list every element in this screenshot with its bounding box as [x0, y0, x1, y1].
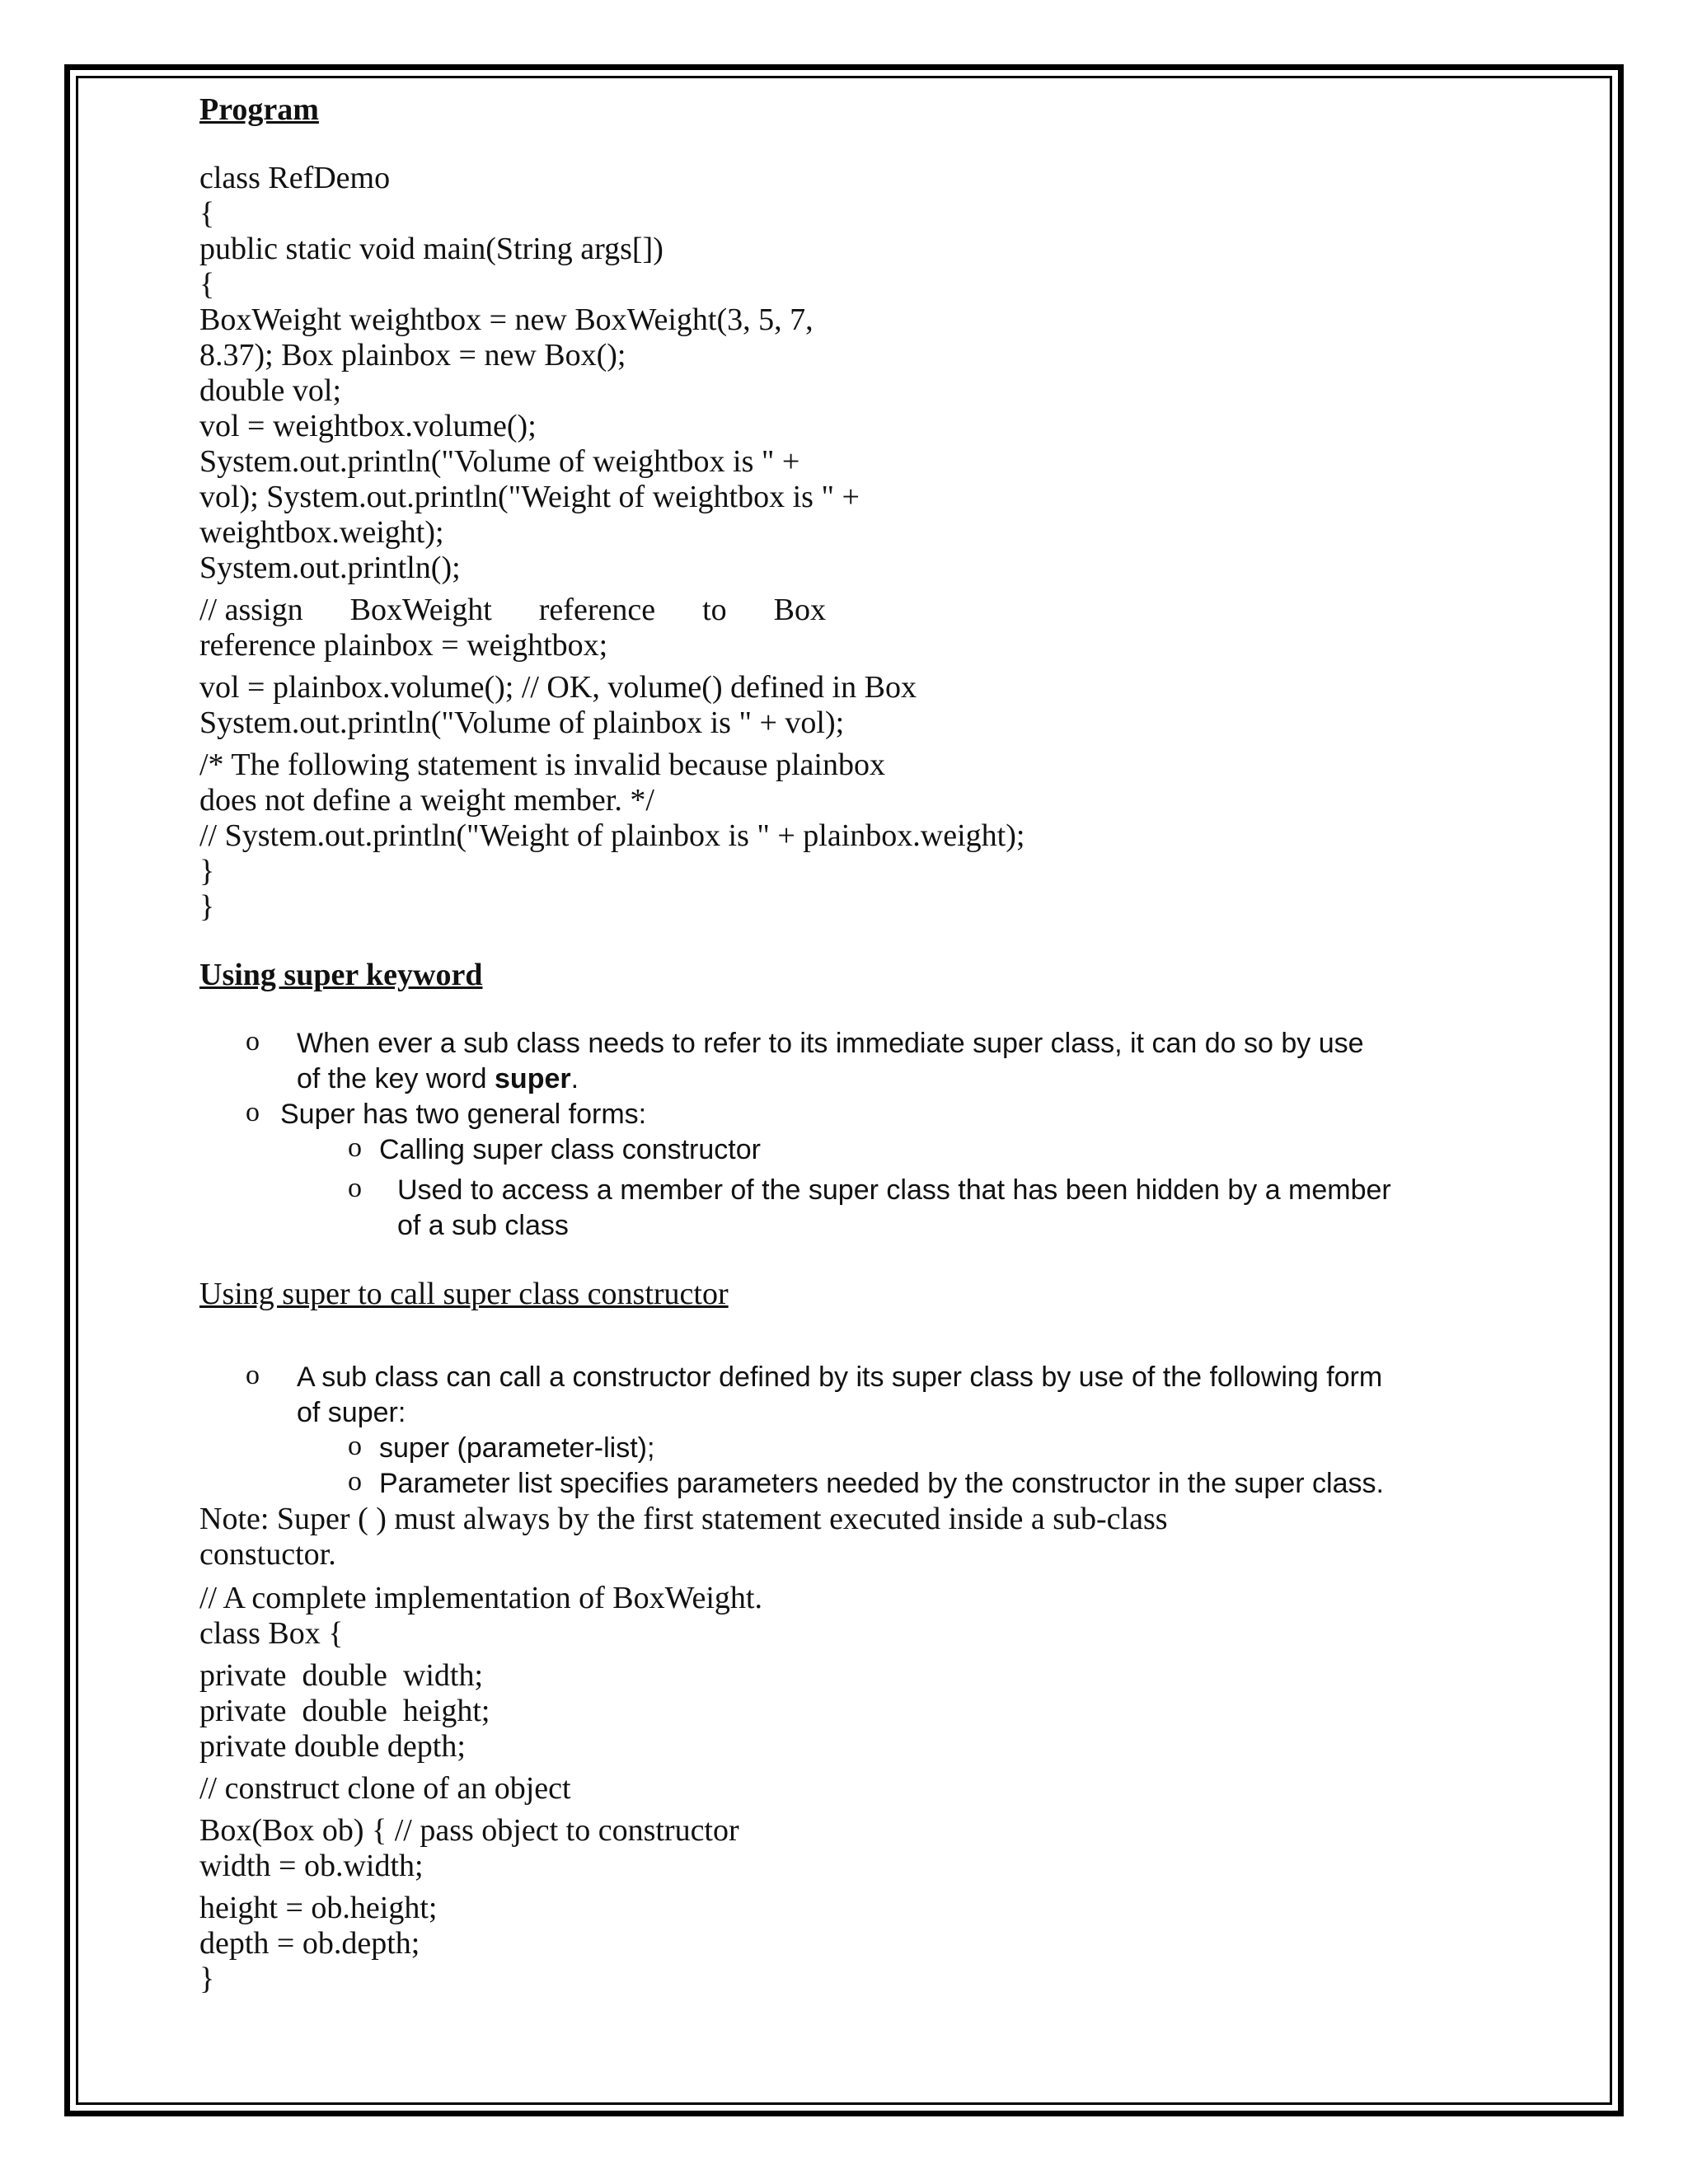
bullet-icon: o [348, 1431, 362, 1461]
code-line: height = ob.height; [199, 1891, 438, 1925]
assign-word: reference [538, 593, 656, 627]
code-line: 8.37); Box plainbox = new Box(); [199, 338, 626, 373]
program-heading: Program [199, 92, 319, 127]
bullet-text: Calling super class constructor [379, 1134, 761, 1165]
bullet-text: Used to access a member of the super class that has been hidden by a member [397, 1174, 1391, 1206]
code-line: } [199, 889, 215, 924]
code-line: double vol; [199, 373, 342, 408]
assign-word: BoxWeight [349, 593, 492, 627]
bullet-icon: o [348, 1466, 362, 1497]
bullet-icon: o [246, 1026, 260, 1057]
bullet-icon: o [246, 1097, 260, 1127]
code-line: does not define a weight member. */ [199, 783, 654, 818]
code-line: /* The following statement is invalid because plainbox [199, 748, 885, 782]
code-line: public static void main(String args[]) [199, 232, 663, 266]
list-item [199, 1132, 1518, 1168]
code-line: vol = weightbox.volume(); [199, 409, 537, 443]
code-line: } [199, 1961, 215, 1996]
list-item [199, 1360, 1518, 1431]
constructor-heading: Using super to call super class constructor [199, 1277, 729, 1311]
code-line: // A complete implementation of BoxWeight. [199, 1581, 762, 1615]
bullet-text-fragment: . [570, 1063, 579, 1094]
code-line: private double depth; [199, 1729, 466, 1764]
assign-word: // assign [199, 593, 303, 627]
list-item [199, 1431, 1518, 1466]
code-line: System.out.println("Volume of plainbox is " + vol); [199, 705, 845, 740]
bullet-text: Super has two general forms: [280, 1099, 647, 1130]
bullet-text-line2: of super: [297, 1397, 406, 1428]
bullet-text: Parameter list specifies parameters needed by the constructor in the super class. [379, 1468, 1384, 1499]
bullet-icon: o [348, 1132, 362, 1163]
code-line: private double width; [199, 1658, 484, 1693]
bullet-text-line2 [297, 1062, 1518, 1097]
code-line: System.out.println(); [199, 551, 461, 585]
code-line: class Box { [199, 1616, 344, 1651]
bullet-icon: o [348, 1173, 362, 1203]
code-line: // System.out.println("Weight of plainbox is " + plainbox.weight); [199, 818, 1025, 853]
bold-keyword: super [495, 1063, 571, 1094]
code-line: weightbox.weight); [199, 515, 444, 550]
code-line: reference plainbox = weightbox; [199, 628, 608, 663]
code-line: vol = plainbox.volume(); // OK, volume() defined in Box [199, 670, 917, 705]
code-line: // construct clone of an object [199, 1771, 571, 1806]
code-line: BoxWeight weightbox = new BoxWeight(3, 5, 7, [199, 302, 814, 337]
code-line: { [199, 267, 215, 302]
code-line: { [199, 196, 215, 231]
bullet-text: super (parameter-list); [379, 1432, 655, 1464]
bullet-icon: o [246, 1360, 260, 1390]
list-item [199, 1173, 1518, 1244]
list-item [199, 1097, 1518, 1132]
box-code-block [199, 1581, 1518, 1997]
code-line: width = ob.width; [199, 1849, 424, 1883]
list-item [199, 1466, 1518, 1502]
code-line: System.out.println("Volume of weightbox is " + [199, 444, 800, 479]
assign-word: to [702, 593, 727, 627]
assign-comment-line [199, 593, 826, 628]
code-line: } [199, 854, 215, 888]
code-line: vol); System.out.println("Weight of weightbox is " + [199, 480, 860, 514]
note-block [199, 1502, 1518, 1572]
code-line: private double height; [199, 1694, 490, 1728]
super-bullet-list [199, 1026, 1518, 1244]
code-line: Box(Box ob) { // pass object to constructor [199, 1813, 739, 1848]
constructor-bullet-list [199, 1360, 1518, 1502]
document-content [199, 92, 1518, 1997]
code-line: depth = ob.depth; [199, 1926, 420, 1961]
super-keyword-heading: Using super keyword [199, 958, 483, 992]
bullet-text-line2: of a sub class [397, 1210, 569, 1241]
assign-word: Box [773, 593, 826, 627]
bullet-text: When ever a sub class needs to refer to its immediate super class, it can do so by use [297, 1028, 1364, 1059]
bullet-text: A sub class can call a constructor defined by its super class by use of the following form [297, 1361, 1383, 1393]
code-line: class RefDemo [199, 161, 391, 195]
note-line: Note: Super ( ) must always by the first statement executed inside a sub-class [199, 1502, 1168, 1536]
list-item [199, 1026, 1518, 1097]
program-code-block [199, 161, 1518, 925]
note-line: constuctor. [199, 1537, 336, 1572]
bullet-text-fragment: of the key word [297, 1063, 495, 1094]
